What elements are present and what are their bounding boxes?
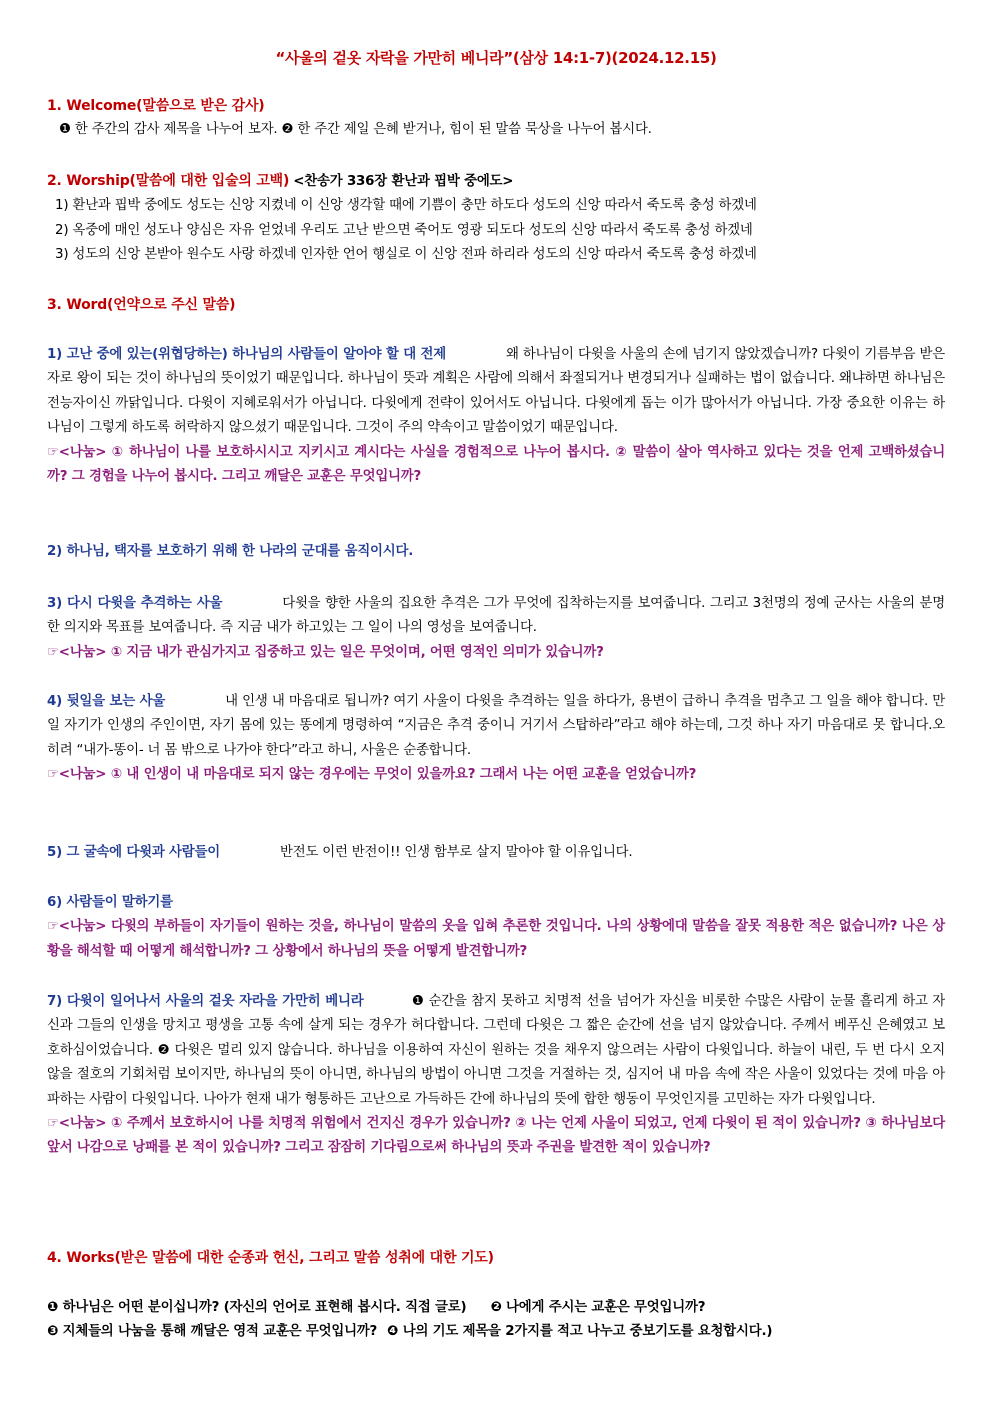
point-heading: 4) 뒷일을 보는 사울 (47, 694, 166, 709)
point-4 (47, 690, 945, 788)
section-text: ❶ 한 주간의 감사 제목을 나누어 보자. ❷ 한 주간 제일 은혜 받거나, 힘이 된 말씀 묵상을 나누어 봅시다. (59, 122, 652, 138)
section-heading: 1. Welcome(말씀으로 받은 감사) (47, 98, 265, 114)
point-2 (47, 540, 945, 564)
point-6 (47, 891, 945, 964)
section-worship (47, 169, 945, 268)
section-heading-row (47, 169, 945, 194)
section-welcome (47, 94, 945, 143)
sharing-question: ☞<나눔> ① 지금 내가 관심가지고 집중하고 있는 일은 무엇이며, 어떤 영적인 의미가 있습니까? (47, 644, 604, 660)
point-heading: 5) 그 굴속에 다윗과 사람들이 (47, 845, 220, 860)
point-7 (47, 990, 945, 1161)
works-row (47, 1296, 945, 1320)
point-5 (47, 841, 945, 865)
sharing-question: ☞<나눔> 다윗의 부하들이 자기들이 원하는 것을, 하나님이 말씀의 옷을 입혀 추론한 것입니다. 나의 상황에대 말씀을 잘못 적용한 적은 없습니까? 나은 상황을 해석할 때 어떻게 해석합니까? 그 상황에서 하나님의 뜻을 어떻게 발견합니까? (47, 919, 945, 959)
point-1 (47, 343, 945, 489)
section-heading: 4. Works(받은 말씀에 대한 순종과 헌신, 그리고 말씀 성취에 대한 기도) (47, 1250, 494, 1266)
section-heading: 3. Word(언약으로 주신 말씀) (47, 297, 236, 313)
point-body: 반전도 이런 반전이!! 인생 함부로 살지 말아야 할 이유입니다. (279, 845, 633, 860)
sharing-question: ☞<나눔> ① 주께서 보호하시어 나를 치명적 위험에서 건지신 경우가 있습니까? ② 나는 언제 사울이 되었고, 언제 다윗이 된 적이 있습니까? ③ 하나님보다 앞서 나감으로 낭패를 본 적이 있습니까? 그리고 잠잠히 기다림으로써 하나님의 뜻과 주권을 발견한 적이 있습니까? (47, 1116, 945, 1156)
point-heading: 3) 다시 다윗을 추격하는 사울 (47, 596, 223, 611)
sharing-question: ☞<나눔> ① 하나님이 나를 보호하시시고 지키시고 계시다는 사실을 경험적으로 나누어 봅시다. ② 말씀이 살아 역사하고 있다는 것을 언제 고백하셨습니까? 그 경험을 나누어 봅시다. 그리고 깨달은 교훈은 무엇입니까? (47, 444, 945, 485)
sharing-question: ☞<나눔> ① 내 인생이 내 마음대로 되지 않는 경우에는 무엇이 있을까요? 그래서 나는 어떤 교훈을 얻었습니까? (47, 767, 697, 783)
works-question-2: ❷ 나에게 주시는 교훈은 무엇입니까? (490, 1300, 706, 1315)
page-title: “사울의 겉옷 자락을 가만히 베니라”(삼상 14:1-7)(2024.12.15) (275, 49, 717, 67)
section-works (47, 1246, 945, 1270)
works-question-3: ❸ 지체들의 나눔을 통해 깨달은 영적 교훈은 무엇입니까? (47, 1324, 378, 1340)
works-row (47, 1320, 945, 1344)
works-question-1: ❶ 하나님은 어떤 분이십니까? (자신의 언어로 표현해 봅시다. 직접 글로) (47, 1300, 467, 1315)
hymn-verse: 3) 성도의 신앙 본받아 원수도 사랑 하겠네 인자한 언어 행실로 이 신앙 전파 하리라 성도의 신앙 따라서 죽도록 충성 하겠네 (55, 247, 757, 263)
works-question-4: ❹ 나의 기도 제목을 2가지를 적고 나누고 중보기도를 요청합시다.) (387, 1324, 773, 1340)
point-heading: 2) 하나님, 택자를 보호하기 위해 한 나라의 군대를 움직이시다. (47, 544, 414, 559)
point-heading: 7) 다윗이 일어나서 사울의 겉옷 자라을 가만히 베니라 (47, 994, 364, 1009)
works-questions (47, 1296, 945, 1345)
hymn-verse: 1) 환난과 핍박 중에도 성도는 신앙 지켰네 이 신앙 생각할 때에 기쁨이 충만 하도다 성도의 신앙 따라서 죽도록 충성 하겠네 (55, 198, 757, 214)
point-body: 왜 하나님이 다윗을 사울의 손에 넘기지 않았겠습니까? 다윗이 기름부음 받은 자로 왕이 되는 것이 하나님의 뜻이었기 때문입니다. 하나님이 뜻과 계획은 사람에 의해서 좌절되거나 변경되거나 실패하는 법이 없습니다. 왜냐하면 하나님은 전능자이신 까닭입니다. 다윗이 지혜로워서가 아닙니다. 다윗에게 전략이 있어서도 아닙니다. 다윗에게 돕는 이가 많아서가 아닙니다. 가장 중요한 이유는 하나님이 그렇게 하도록 허락하지 않으셨기 때문입니다. 그것이 주의 약속이고 말씀이었기 때문입니다. (47, 347, 945, 436)
point-body: 다윗을 향한 사울의 집요한 추격은 그가 무엇에 집착하는지를 보여줍니다. 그리고 3천명의 정예 군사는 사울의 분명한 의지와 목표를 보여줍니다. 즉 지금 내가 하고있는 그 일이 나의 영성을 보여줍니다. (47, 596, 945, 636)
point-3 (47, 592, 945, 665)
section-word (47, 293, 945, 317)
point-body: 내 인생 내 마음대로 됩니까? 여기 사울이 다윗을 추격하는 일을 하다가, 용변이 급하니 추격을 멈추고 그 일을 해야 합니다. 만일 자기가 인생의 주인이면, 자기 몸에 있는 똥에게 명령하여 “지금은 추격 중이니 거기서 스탑하라”라고 해야 하는데, 그것 하나 자기 마음대로 못 합니다.오히려 “내가-똥이- 너 몸 밖으로 나가야 한다”라고 하니, 사울은 순종합니다. (47, 694, 945, 758)
hymn-verse: 2) 옥중에 매인 성도나 양심은 자유 얻었네 우리도 고난 받으면 죽어도 영광 되도다 성도의 신앙 따라서 죽도록 충성 하겠네 (55, 222, 753, 238)
point-heading: 6) 사람들이 말하기를 (47, 895, 173, 910)
point-body: ❶ 순간을 참지 못하고 치명적 선을 넘어가 자신을 비롯한 수많은 사람이 눈물 흘리게 하고 자신과 그들의 인생을 망치고 평생을 고통 속에 살게 되는 경우가 허다합니다. 그런데 다윗은 그 짧은 순간에 선을 넘지 않았습니다. 주께서 베푸신 은혜였고 보호하심이었습니다. ❷ 다윗은 멀리 있지 않습니다. 하나님을 이용하여 자신이 원하는 것을 채우지 않으려는 사람이 다윗입니다. 하늘이 내린, 두 번 다시 오지 않을 절호의 기회처럼 보이지만, 하나님의 뜻이 아니면, 하나님의 방법이 아니면 그것을 거절하는 것, 심지어 내 마음 속에 작은 사울이 있었다는 것에 마음 아파하는 사람이 다윗입니다. 나아가 현재 내가 형통하든 고난으로 가득하든 간에 하나님의 뜻에 합한 행동이 무엇인지를 고민하는 자가 다윗입니다. (47, 994, 945, 1107)
hymn-title: <찬송가 336장 환난과 핍박 중에도> (293, 174, 514, 189)
point-heading: 1) 고난 중에 있는(위협당하는) 하나님의 사람들이 알아야 할 대 전제 (47, 347, 446, 362)
section-heading: 2. Worship(말씀에 대한 입술의 고백) (47, 173, 290, 189)
